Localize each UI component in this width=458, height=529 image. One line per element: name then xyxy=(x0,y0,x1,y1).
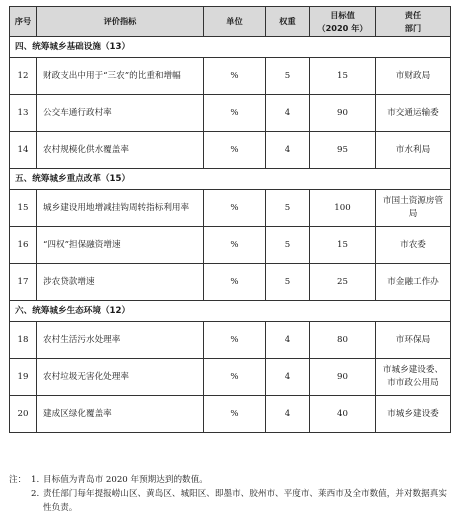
cell-unit: % xyxy=(204,95,266,132)
cell-dept: 市金融工作办 xyxy=(376,264,451,301)
cell-unit: % xyxy=(204,359,266,396)
table-row xyxy=(10,95,451,132)
table-row xyxy=(10,322,451,359)
table-row xyxy=(10,190,451,227)
cell-target: 15 xyxy=(310,58,376,95)
cell-indicator: 涉农贷款增速 xyxy=(37,264,204,301)
cell-weight: 5 xyxy=(266,190,310,227)
cell-target: 95 xyxy=(310,132,376,169)
cell-unit: % xyxy=(204,58,266,95)
section-row xyxy=(10,37,451,58)
cell-indicator: 农村生活污水处理率 xyxy=(37,322,204,359)
cell-target: 80 xyxy=(310,322,376,359)
header-unit: 单位 xyxy=(204,7,266,37)
table-row xyxy=(10,359,451,396)
table-row xyxy=(10,132,451,169)
section-row xyxy=(10,169,451,190)
cell-no: 13 xyxy=(10,95,37,132)
cell-dept: 市城乡建设委 xyxy=(376,396,451,433)
cell-weight: 4 xyxy=(266,322,310,359)
cell-no: 19 xyxy=(10,359,37,396)
cell-target: 40 xyxy=(310,396,376,433)
header-target xyxy=(310,7,376,37)
cell-indicator: 财政支出中用于“三农”的比重和增幅 xyxy=(37,58,204,95)
table-row xyxy=(10,58,451,95)
cell-dept: 市财政局 xyxy=(376,58,451,95)
cell-target: 100 xyxy=(310,190,376,227)
section-row xyxy=(10,301,451,322)
header-resp-line2: 部门 xyxy=(404,22,422,33)
header-seq: 序号 xyxy=(10,7,37,37)
cell-dept: 市水利局 xyxy=(376,132,451,169)
cell-unit: % xyxy=(204,322,266,359)
note-item xyxy=(9,487,454,515)
header-target-line2: （2020 年） xyxy=(317,22,368,33)
cell-no: 16 xyxy=(10,227,37,264)
cell-unit: % xyxy=(204,396,266,433)
cell-weight: 5 xyxy=(266,58,310,95)
cell-dept: 市国土资源房管局 xyxy=(376,190,451,227)
table-row xyxy=(10,396,451,433)
cell-no: 20 xyxy=(10,396,37,433)
note-text: 责任部门每年提报崂山区、黄岛区、城阳区、即墨市、胶州市、平度市、莱西市及全市数值，并对数据真实性负责。 xyxy=(43,489,447,513)
cell-weight: 4 xyxy=(266,396,310,433)
cell-unit: % xyxy=(204,132,266,169)
header-indicator: 评价指标 xyxy=(37,7,204,37)
cell-weight: 5 xyxy=(266,264,310,301)
cell-unit: % xyxy=(204,264,266,301)
cell-indicator: 公交车通行政村率 xyxy=(37,95,204,132)
cell-dept: 市交通运输委 xyxy=(376,95,451,132)
note-number: 1. xyxy=(31,475,40,485)
header-weight: 权重 xyxy=(266,7,310,37)
cell-target: 90 xyxy=(310,359,376,396)
cell-weight: 4 xyxy=(266,95,310,132)
note-text: 目标值为青岛市 2020 年预期达到的数值。 xyxy=(43,475,208,485)
cell-indicator: 农村规模化供水覆盖率 xyxy=(37,132,204,169)
cell-indicator: “四权”担保融资增速 xyxy=(37,227,204,264)
table-row xyxy=(10,264,451,301)
note-number: 2. xyxy=(31,489,40,499)
cell-target: 25 xyxy=(310,264,376,301)
cell-weight: 4 xyxy=(266,359,310,396)
section-title: 四、统筹城乡基础设施（13） xyxy=(10,37,451,58)
cell-indicator: 建成区绿化覆盖率 xyxy=(37,396,204,433)
cell-dept: 市农委 xyxy=(376,227,451,264)
header-resp-line1: 责任 xyxy=(404,9,422,20)
cell-unit: % xyxy=(204,227,266,264)
table-notes xyxy=(9,473,454,515)
cell-no: 18 xyxy=(10,322,37,359)
cell-indicator: 城乡建设用地增减挂钩周转指标利用率 xyxy=(37,190,204,227)
header-target-line1: 目标值 xyxy=(330,9,355,20)
cell-target: 90 xyxy=(310,95,376,132)
cell-target: 15 xyxy=(310,227,376,264)
cell-weight: 4 xyxy=(266,132,310,169)
section-title: 六、统筹城乡生态环境（12） xyxy=(10,301,451,322)
cell-no: 12 xyxy=(10,58,37,95)
cell-weight: 5 xyxy=(266,227,310,264)
cell-dept: 市城乡建设委、市市政公用局 xyxy=(376,359,451,396)
cell-no: 15 xyxy=(10,190,37,227)
cell-no: 14 xyxy=(10,132,37,169)
indicator-table xyxy=(9,6,451,433)
header-responsible xyxy=(376,7,451,37)
cell-no: 17 xyxy=(10,264,37,301)
header-row xyxy=(10,7,451,37)
note-item xyxy=(9,473,454,487)
cell-unit: % xyxy=(204,190,266,227)
note-indent xyxy=(9,487,31,515)
cell-dept: 市环保局 xyxy=(376,322,451,359)
note-prefix: 注： xyxy=(9,475,27,485)
cell-indicator: 农村垃圾无害化处理率 xyxy=(37,359,204,396)
section-title: 五、统筹城乡重点改革（15） xyxy=(10,169,451,190)
table-row xyxy=(10,227,451,264)
